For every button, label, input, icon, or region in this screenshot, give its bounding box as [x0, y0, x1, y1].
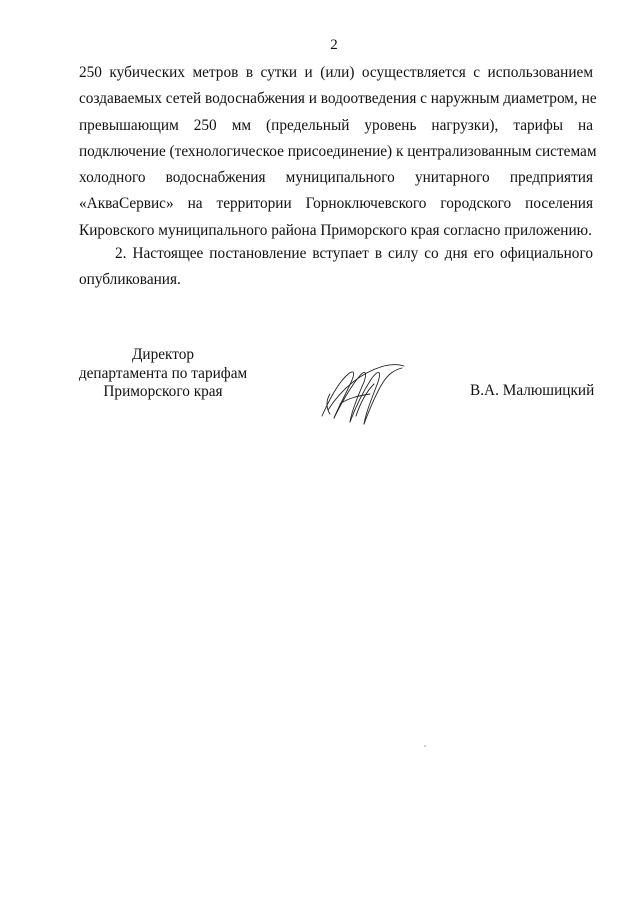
- position-line: департамента по тарифам: [78, 364, 248, 382]
- paragraph-1: [79, 60, 597, 244]
- scan-artifact: [424, 745, 426, 747]
- paragraph-line: «АкваСервис» на территории Горноключевского городского поселения: [79, 195, 593, 213]
- signatory-position: [60, 346, 266, 402]
- page-number: 2: [330, 37, 338, 53]
- paragraph-2: [79, 241, 593, 294]
- paragraph-line: 250 кубических метров в сутки и (или) осуществляется с использованием: [79, 64, 593, 81]
- paragraph-line: создаваемых сетей водоснабжения и водоотведения с наружным диаметром, не: [79, 90, 597, 108]
- paragraph-line: 2. Настоящее постановление вступает в силу со дня его официального: [115, 245, 593, 262]
- paragraph-line: Кировского муниципального района Приморского края согласно приложению.: [79, 221, 592, 239]
- signatory-name: В.А. Малюшицкий: [470, 382, 595, 399]
- paragraph-line: холодного водоснабжения муниципального унитарного предприятия: [79, 169, 593, 187]
- paragraph-line: превышающим 250 мм (предельный уровень нагрузки), тарифы на: [79, 116, 593, 134]
- handwritten-signature: [312, 358, 412, 428]
- paragraph-line: опубликования.: [79, 271, 181, 289]
- position-line: Директор: [131, 346, 195, 363]
- position-line: Приморского края: [103, 383, 223, 400]
- paragraph-line: подключение (технологическое присоединение) к централизованным системам: [79, 142, 597, 160]
